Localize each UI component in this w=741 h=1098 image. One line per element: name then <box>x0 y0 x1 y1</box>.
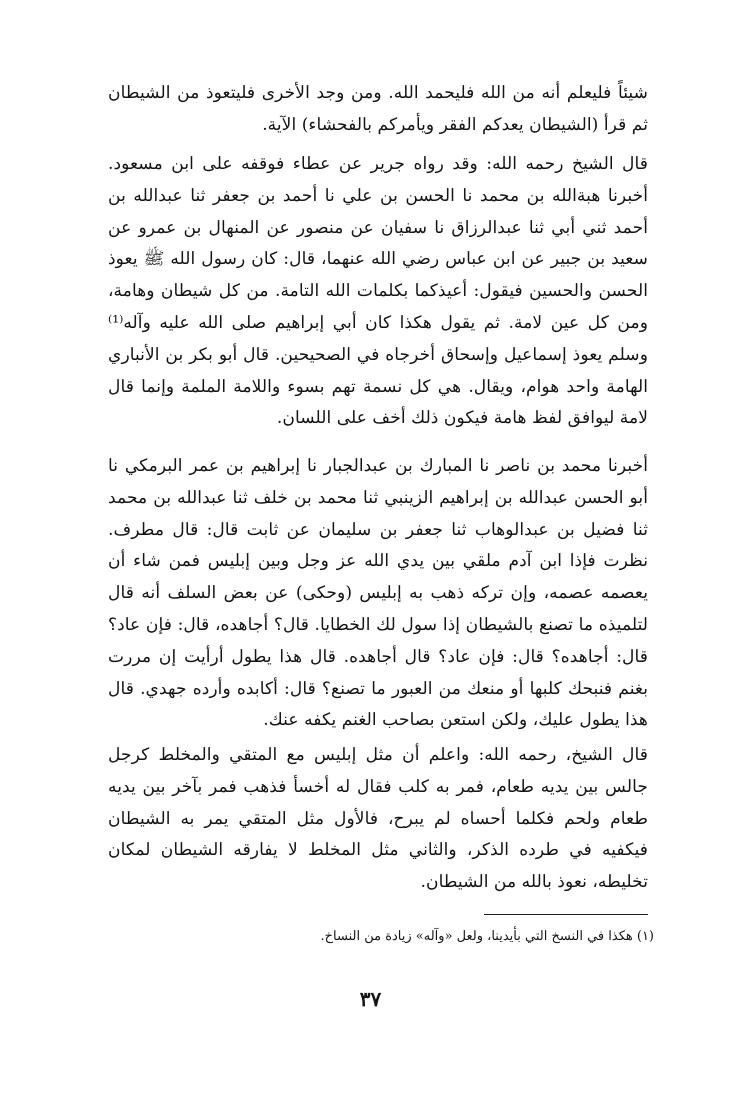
paragraph-4 <box>108 740 648 899</box>
paragraph-2 <box>108 149 648 435</box>
paragraph-3 <box>108 451 648 737</box>
footnote: (١) هكذا في النسخ التي بأيدينا، ولعل «وآله» زيادة من النساخ. <box>320 929 654 944</box>
paragraph-2-text: قال الشيخ رحمه الله: وقد رواه جرير عن عطاء فوقفه على ابن مسعود. أخبرنا هبةالله بن محمد نا الحسن بن علي نا أحمد بن جعفر ثنا عبدالله بن أحمد ثني أبي ثنا عبدالرزاق نا سفيان عن منصور عن المنهال بن عمرو عن سعيد بن جبير عن ابن عباس رضي الله عنهما، قال: كان رسول الله ﷺ يعوذ الحسن والحسين فيقول: أعيذكما بكلمات الله التامة. من كل شيطان وهامة، ومن كل عين لامة. ثم يقول هكذا كان أبي إبراهيم صلى الله عليه وآله⁽¹⁾ وسلم يعوذ إسماعيل وإسحاق أخرجاه في الصحيحين. قال أبو بكر بن الأنباري الهامة واحد هوام، ويقال. هي كل نسمة تهم بسوء واللامة الملمة وإنما قال لامة ليوافق لفظ هامة فيكون ذلك أخف على اللسان. <box>108 154 648 429</box>
paragraph-3-text: أخبرنا محمد بن ناصر نا المبارك بن عبدالجبار نا إبراهيم بن عمر البرمكي نا أبو الحسن عبدالله بن إبراهيم الزينبي ثنا محمد بن خلف ثنا عبدالله بن محمد ثنا فضيل بن عبدالوهاب ثنا جعفر بن سليمان عن ثابت قال: قال مطرف. نظرت فإذا ابن آدم ملقي بين يدي الله عز وجل وبين إبليس فمن شاء أن يعصمه عصمه، وإن تركه ذهب به إبليس (وحكى) عن بعض السلف أنه قال لتلميذه ما تصنع بالشيطان إذا سول لك الخطايا. قال؟ أجاهده، قال: فإن عاد؟ قال: أجاهده؟ قال: فإن عاد؟ قال أجاهده. قال هذا يطول أرأيت إن مررت بغنم فنبحك كلبها أو منعك من العبور ما تصنع؟ قال: أكابده وأرده جهدي. قال هذا يطول عليك، ولكن استعن بصاحب الغنم يكفه عنك. <box>108 456 648 731</box>
footnote-divider <box>484 914 648 915</box>
paragraph-1 <box>108 78 648 142</box>
paragraph-4-text: قال الشيخ، رحمه الله: واعلم أن مثل إبليس مع المتقي والمخلط كرجل جالس بين يديه طعام، فمر به كلب فقال له أخسأ فذهب فمر بآخر بين يديه طعام ولحم فكلما أحساه لم يبرح، فالأول مثل المتقي يمر به الشيطان فيكفيه في طرده الذكر، والثاني مثل المخلط لا يفارقه الشيطان لمكان تخليطه، نعوذ بالله من الشيطان. <box>108 745 648 893</box>
paragraph-1-text: شيئاً فليعلم أنه من الله فليحمد الله. ومن وجد الأخرى فليتعوذ من الشيطان ثم قرأ (الشيطان يعدكم الفقر ويأمركم بالفحشاء) الآية. <box>108 83 648 135</box>
page-number: ٣٧ <box>359 987 382 1011</box>
